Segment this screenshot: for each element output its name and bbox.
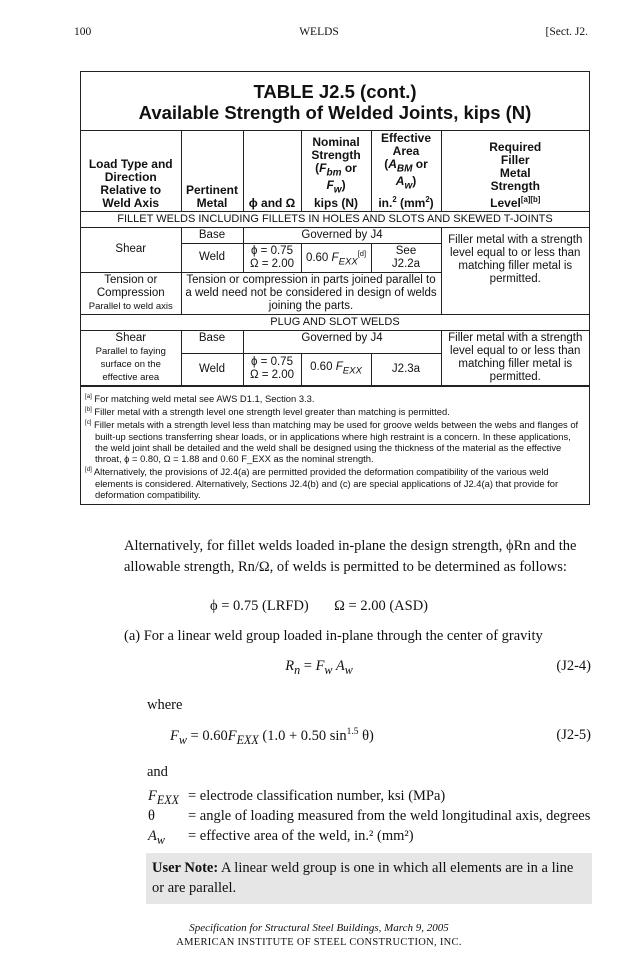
item-a-text: (a) For a linear weld group loaded in-plane through the center of gravity [124,628,543,644]
running-header: WELDS [299,26,339,38]
fillet-section-heading: FILLET WELDS INCLUDING FILLETS IN HOLES AND SLOTS AND SKEWED T-JOINTS [81,211,589,227]
nominal-strength-fexx: 0.60 $F_{EXX}[d]$ [301,243,371,272]
shear-label: Shear [81,227,181,272]
definition-fexx: $F_{EXX}$ = electrode classification number, ksi (MPa) [148,788,446,807]
governed-by-j4: Governed by J4 [243,227,441,243]
user-note-text: A linear weld group is one in which all elements are in a line or are parallel. [152,860,574,896]
footnote-a: [a] For matching weld metal see AWS D1.1, Section 3.3. [85,392,315,404]
col-header-filler-level: Required Filler Metal Strength Level[a][b] [441,131,589,212]
section-header: [Sect. J2. [545,26,588,38]
plug-effective-area: J2.3a [371,353,441,385]
col-header-pertinent-metal: Pertinent Metal [181,131,243,212]
definition-theta: θ = angle of loading measured from the weld longitudinal axis, degrees [148,808,591,824]
page-number: 100 [74,26,92,38]
weld-metal-label: Weld [181,243,243,272]
plug-phi-omega-values: ϕ = 0.75 Ω = 2.00 [243,353,301,385]
plug-base-label: Base [181,330,243,353]
table-title-line2: Available Strength of Welded Joints, kips (N) [138,102,532,123]
col-header-nominal-strength: Nominal Strength ($F_{bm}$ or $F_w$) kips (N) [301,131,371,212]
equation-j2-5-label: (J2-5) [556,727,591,743]
col-header-effective-area: Effective Area ($A_{BM}$ or $A_w$) in.$^2$ $(mm^2)$ [371,131,441,212]
base-metal-label: Base [181,227,243,243]
footer-spec-title: Specification for Structural Steel Buildings, March 9, 2005 [189,922,449,934]
table-title-line1: TABLE J2.5 (cont.) [253,81,417,102]
definition-aw: $A_w$ = effective area of the weld, in.² (mm²) [148,828,414,847]
intro-paragraph: Alternatively, for fillet welds loaded in-plane the design strength, ϕRn and the allowable strength, Rn/Ω, of welds is permitted to be determined as follows: [124,538,577,575]
user-note-label: User Note: [152,860,219,876]
strength-table [80,71,590,505]
column-header-row [81,131,589,212]
and-label: and [147,764,168,780]
user-note-box [146,853,592,904]
plug-shear-label: Shear Parallel to faying surface on the effective area [81,330,181,385]
footnote-b: [b] Filler metal with a strength level one strength level greater than matching is permitted. [85,406,450,418]
table-grid [81,130,589,386]
footer-publisher: AMERICAN INSTITUTE OF STEEL CONSTRUCTION, INC. [176,937,462,948]
footnote-c: [c] Filler metals with a strength level less than matching may be used for groove welds between the webs and flanges of built-up sections transferring shear loads, or in applications where high restraint is a concern. In these applications, the weld joint shall be detailed and the weld shall be designed using the thickness of the material as the effective throat, ϕ = 0.80, Ω = 1.88 and 0.60 F_EXX as the nominal strength. [85,419,579,465]
equation-j2-5-body: $F_w = 0.60F_{EXX}$ (1.0 + 0.50 $\sin^{1.5} \theta$) [170,727,374,747]
table-footnotes [81,386,589,504]
plug-governed-by-j4: Governed by J4 [243,330,441,353]
col-header-load-type: Load Type and Direction Relative to Weld Axis [81,131,181,212]
tension-compression-text: Tension or compression in parts joined parallel to a weld need not be considered in design of welds joining the parts. [181,272,441,314]
tension-compression-label: Tension or Compression Parallel to weld axis [81,272,181,314]
filler-requirement-plug: Filler metal with a strength level equal to or less than matching filler metal is permitted. [441,330,589,385]
col-header-phi-omega: ϕ and Ω [243,131,301,212]
phi-omega-equation: ϕ = 0.75 (LRFD) Ω = 2.00 (ASD) [209,598,429,614]
table-title [81,72,589,130]
plug-weld-label: Weld [181,353,243,385]
phi-omega-values: ϕ = 0.75 Ω = 2.00 [243,243,301,272]
footnote-d: [d] Alternatively, the provisions of J2.4(a) are permitted provided the deformation compatibility of the various weld elements is considered. Alternatively, Sections J2.4(b) and (c) are special applications of J2.4(a) that provide for deformation compatibility. [85,466,559,500]
see-j22a: See J2.2a [371,243,441,272]
equation-j2-4-body: $R_n = F_w$ $A_w$ [285,658,353,677]
plug-slot-section-heading: PLUG AND SLOT WELDS [81,314,589,330]
filler-requirement-fillet: Filler metal with a strength level equal to or less than matching filler metal is permitted. [441,227,589,314]
plug-nominal-strength: 0.60 $F_{EXX}$ [301,353,371,385]
equation-j2-4-label: (J2-4) [556,658,591,674]
where-label: where [147,697,183,713]
